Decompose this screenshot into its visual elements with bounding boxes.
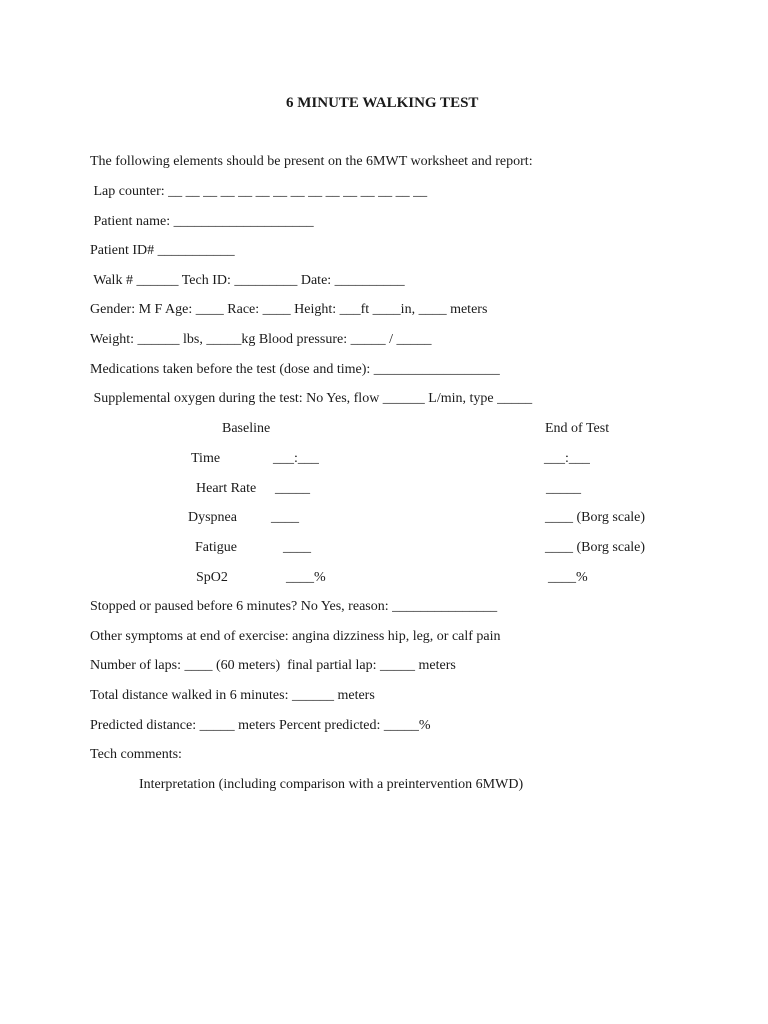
stopped-line: Stopped or paused before 6 minutes? No Yes, reason: _______________ <box>90 599 498 614</box>
spo2-baseline: ____% <box>286 570 326 585</box>
demographics-line: Gender: M F Age: ____ Race: ____ Height: ___ft ____in, ____ meters <box>90 302 488 317</box>
fatigue-label: Fatigue <box>195 540 237 555</box>
oxygen-line: Supplemental oxygen during the test: No Yes, flow ______ L/min, type _____ <box>90 391 533 406</box>
tech-comments-label: Tech comments: <box>90 747 182 762</box>
interpretation-label: Interpretation (including comparison with a preintervention 6MWD) <box>139 777 524 792</box>
dyspnea-end: ____ (Borg scale) <box>545 510 646 525</box>
intro-text: The following elements should be present on the 6MWT worksheet and report: <box>90 154 533 169</box>
spo2-label: SpO2 <box>196 570 228 585</box>
patient-name-field: Patient name: ____________________ <box>90 214 314 229</box>
document-title: 6 MINUTE WALKING TEST <box>286 95 479 111</box>
end-of-test-header: End of Test <box>545 421 610 436</box>
walk-tech-date-line: Walk # ______ Tech ID: _________ Date: __________ <box>90 273 405 288</box>
time-baseline: ___:___ <box>273 451 319 466</box>
laps-line: Number of laps: ____ (60 meters) final partial lap: _____ meters <box>90 658 456 673</box>
dyspnea-label: Dyspnea <box>188 510 237 525</box>
predicted-line: Predicted distance: _____ meters Percent predicted: _____% <box>90 718 431 733</box>
spo2-end: ____% <box>548 570 588 585</box>
total-distance-line: Total distance walked in 6 minutes: ______ meters <box>90 688 375 703</box>
baseline-header: Baseline <box>222 421 271 436</box>
fatigue-baseline: ____ <box>283 540 311 555</box>
weight-bp-line: Weight: ______ lbs, _____kg Blood pressure: _____ / _____ <box>90 332 432 347</box>
heart-rate-label: Heart Rate <box>196 481 257 496</box>
time-label: Time <box>191 451 221 466</box>
time-end: ___:___ <box>544 451 590 466</box>
heart-rate-end: _____ <box>546 481 581 496</box>
heart-rate-baseline: _____ <box>275 481 310 496</box>
medications-line: Medications taken before the test (dose and time): __________________ <box>90 362 500 377</box>
symptoms-line: Other symptoms at end of exercise: angina dizziness hip, leg, or calf pain <box>90 629 501 644</box>
fatigue-end: ____ (Borg scale) <box>545 540 646 555</box>
lap-counter-field: Lap counter: __ __ __ __ __ __ __ __ __ __ __ __ __ __ __ <box>90 184 428 199</box>
dyspnea-baseline: ____ <box>271 510 299 525</box>
patient-id-field: Patient ID# ___________ <box>90 243 235 258</box>
